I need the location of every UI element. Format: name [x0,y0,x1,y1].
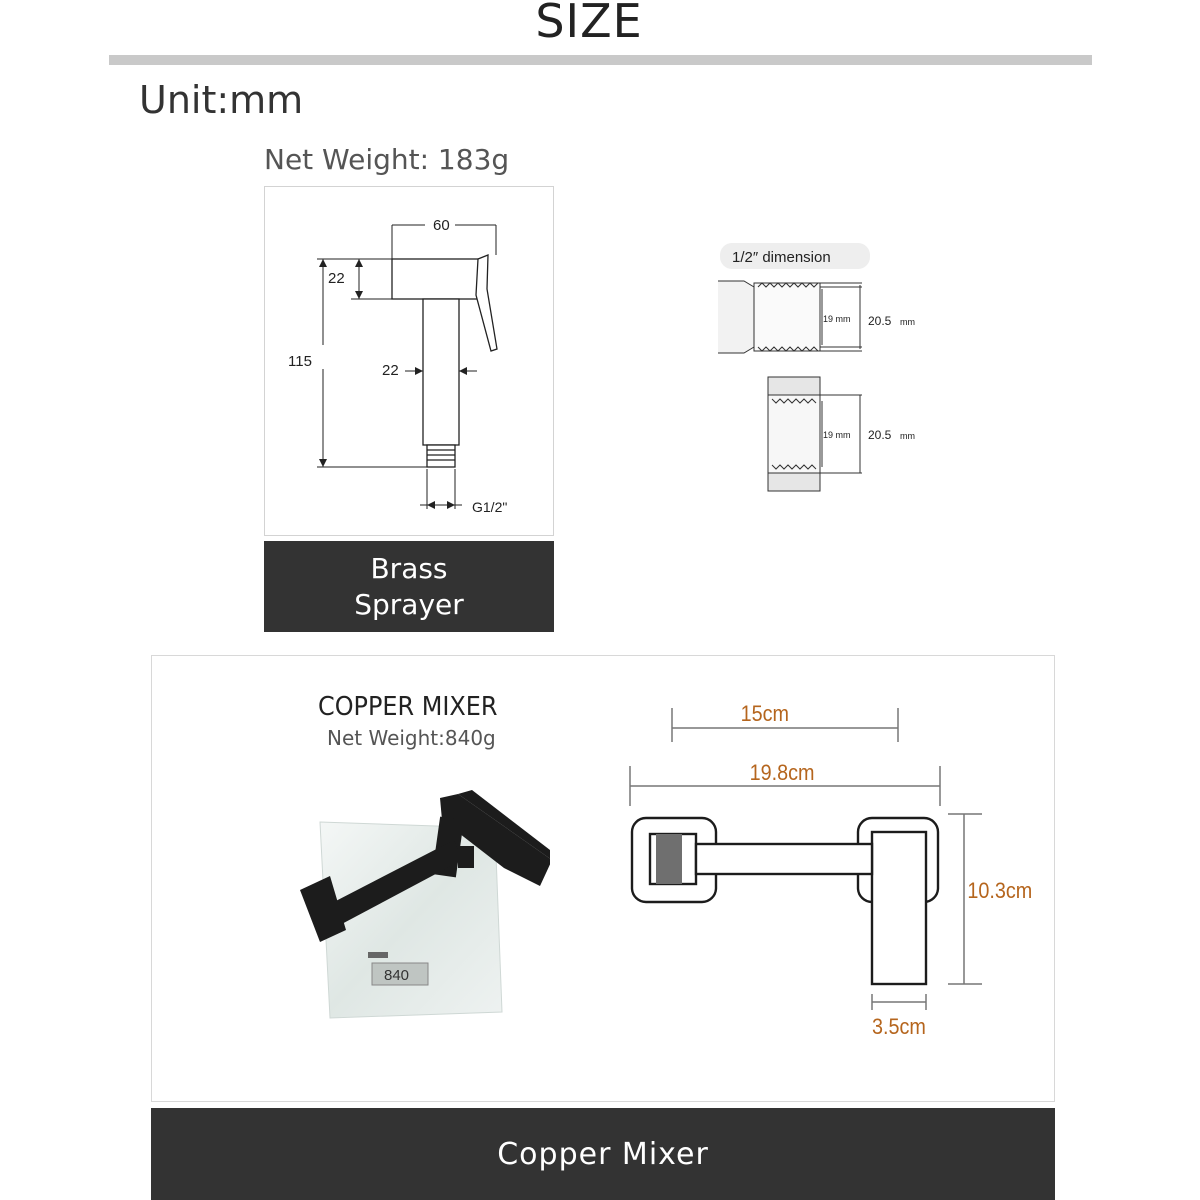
thread-drawing [710,235,940,505]
page-title: SIZE [535,0,643,48]
copper-mixer-label [151,1108,1055,1200]
mixer-dim-inner: 15cm [740,702,789,727]
mixer-dim-depth: 3.5cm [872,1015,926,1040]
brass-sprayer-label [264,541,554,632]
thread-dimension-diagram [710,235,940,505]
sprayer-dim-width: 60 [433,217,450,234]
sprayer-dim-tube: 22 [382,362,399,379]
mixer-dimension-drawing [620,690,1050,1050]
unit-label: Unit:mm [139,78,304,122]
sprayer-dim-head: 22 [328,270,345,287]
thread-title: 1/2″ dimension [732,249,831,266]
thread-unit-top: mm [900,317,915,327]
brass-label-line1: Brass [370,551,448,585]
scale-reading: 840 [384,967,410,984]
mixer-net-weight: Net Weight:840g [327,726,496,750]
mixer-dim-overall: 19.8cm [749,761,815,786]
sprayer-dim-thread: G1/2" [472,499,508,515]
sprayer-dimension-drawing [265,187,555,537]
copper-mixer-label-text: Copper Mixer [497,1136,709,1172]
mixer-on-scale-photo [290,780,550,1030]
thread-inner-top: 19 mm [823,314,851,324]
mixer-dim-height: 10.3cm [967,879,1033,904]
thread-inner-bottom: 19 mm [823,430,851,440]
brass-label-line2: Sprayer [354,587,464,621]
sprayer-drawing-frame [264,186,554,536]
title-divider [109,55,1092,65]
mixer-title: COPPER MIXER [318,692,498,722]
sprayer-dim-height: 115 [288,353,312,370]
thread-outer-bottom: 20.5 [868,428,892,442]
thread-unit-bottom: mm [900,431,915,441]
thread-outer-top: 20.5 [868,314,892,328]
sprayer-net-weight: Net Weight: 183g [264,143,510,176]
